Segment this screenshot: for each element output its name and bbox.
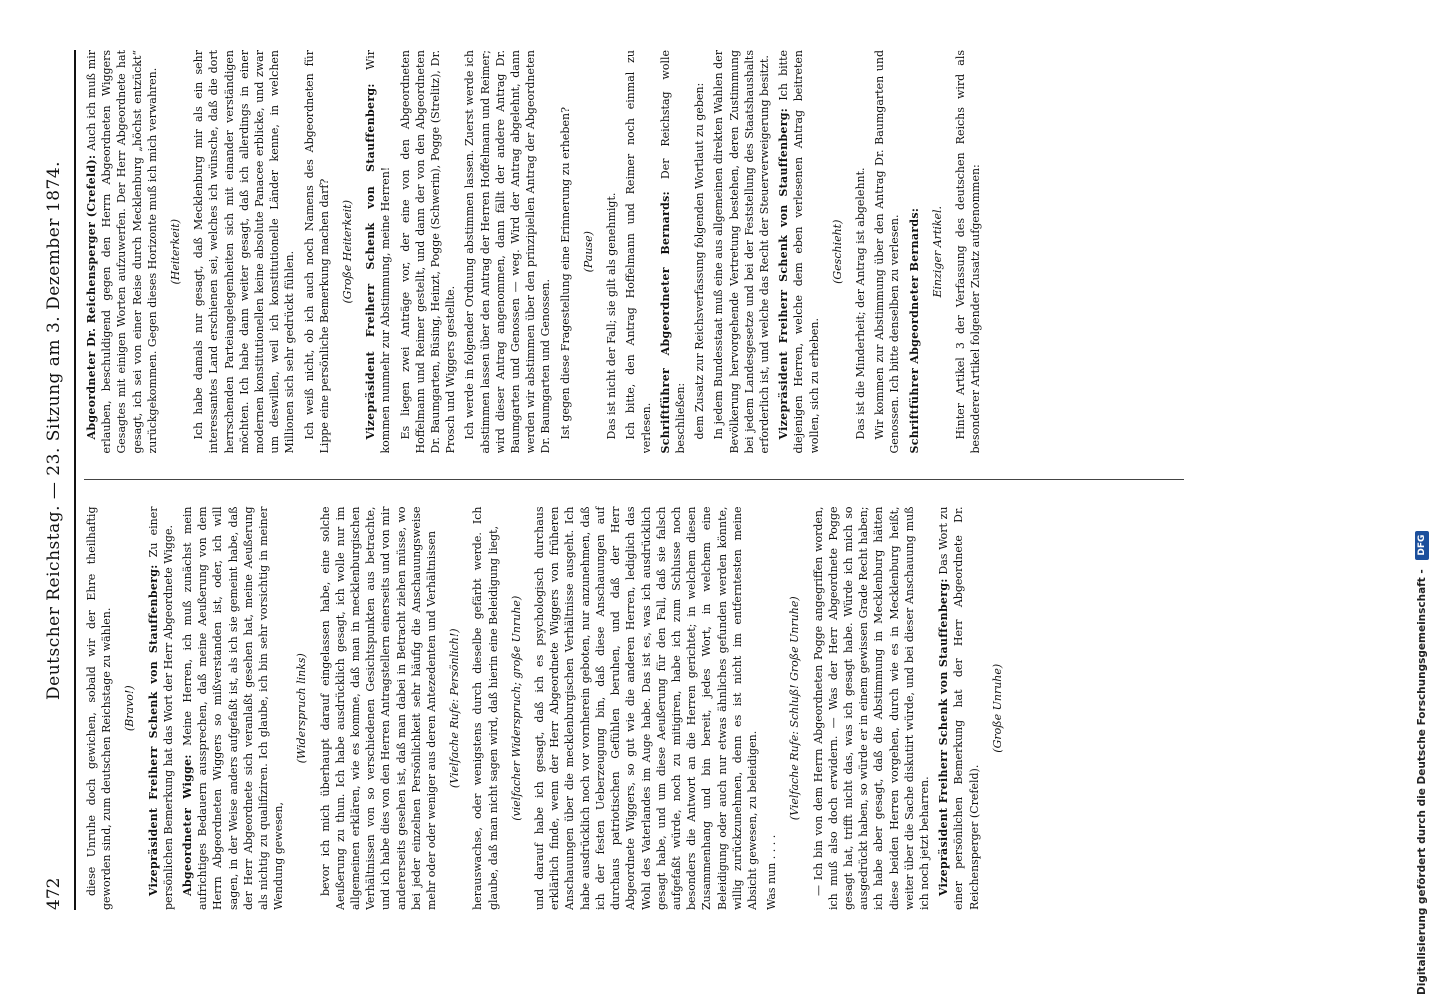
digitization-note — [1405, 0, 1431, 1000]
speaker-name: Schriftführer Abgeordneter Bernards: — [658, 190, 672, 454]
dfg-logo: DFG — [1415, 531, 1429, 560]
paragraph-text: Es liegen zwei Anträge vor, der eine von den Abgeordneten Hoffelmann und Reimer gestellt, und dann der von den Abgeordneten Dr. Baumgarten, Büsing, Heinzt, Pogge (Schwerin), Pogge (Strelitz), Dr. Prosch und Wiggers gestellte. — [398, 50, 458, 454]
speaker-name: Vizepräsident Freiherr Schenk von Stauffenberg: — [146, 564, 160, 896]
paragraph-text: Das Wort zu einer persönlichen Bemerkung hat der Herr Abgeordnete Dr. Reichensperger (Crefeld). — [937, 506, 981, 910]
paragraph — [462, 50, 553, 454]
stage-direction: (Vielfache Rufe: Persönlich!) — [448, 628, 462, 789]
paragraph — [692, 50, 707, 454]
paragraph — [658, 50, 688, 454]
stage-direction: (Heiterkeit) — [169, 219, 183, 285]
speaker-name: Vizepräsident Freiherr Schenk von Stauffenberg: — [777, 107, 791, 440]
paragraph-text: Meine Herren, ich muß zunächst mein aufrichtiges Bedauern aussprechen, daß meine Aeußerung von dem Herrn Abgeordneten Wiggers so mißverstanden ist, oder, ich will sagen, in der Weise anders aufgefaßt ist, als ich sie gemeint habe, daß der Herr Abgeordnete sich veranlaßt gesehen hat, meine Aeußerung als nichtig zu qualifiziren. Ich glaube, ich bin sehr vorsichtig in meiner Wendung gewesen, — [181, 506, 286, 910]
paragraph — [936, 507, 982, 911]
stage-direction: (Große Heiterkeit) — [341, 199, 355, 304]
paragraph-text: Ich habe damals nur gesagt, daß Mecklenburg mir als ein sehr interessantes Land erschienen sei, welches ich wünsche, daß die dort herrschenden Parteiangelegenheiten sich mit einander verständigen möchten. Ich habe dann weiter gesagt, daß ich allerdings in einer modernen konstitutionellen keine absolute Panacee erblicke, und zwar um deswillen, weil ich konstitutionelle Länder kenne, in welchen Millionen sich sehr gedrückt fühlen. — [192, 50, 297, 454]
running-head — [40, 50, 68, 910]
speaker-name: Vizepräsident Freiherr Schenk von Stauffenberg: — [364, 83, 378, 440]
paragraph — [532, 507, 760, 911]
speaker-name: Schriftführer Abgeordneter Bernards: — [907, 207, 921, 454]
paragraph-text: herauswachse, oder wenigstens durch dieselbe gefärbt werde. Ich glaube, daß man nicht sagen wird, daß hierin eine Beleidigung liegt, — [471, 506, 500, 910]
paragraph-text: Der Reichstag wolle beschließen: — [658, 50, 687, 454]
funding-statement: Digitalisierung gefördert durch die Deutsche Forschungsgemeinschaft - — [1416, 569, 1428, 995]
running-head-title: Deutscher Reichstag. — 23. Sitzung am 3. Dezember 1874. — [44, 160, 64, 700]
paragraph — [84, 50, 160, 454]
column-divider — [84, 480, 1184, 481]
paragraph-text: und darauf habe ich gesagt, daß ich es psychologisch durchaus erklärlich finde, wenn der Herr Abgeordnete Wiggers von früheren Anschauungen über die mecklenburgischen Verhältnisse ausgeht. Ich habe ausdrücklich noch vor vornherein geboten, nur anzunehmen, daß ich der festen Ueberzeugung bin, daß diese Anschauungen auf durchaus patriotischen Gefühlen beruhen, und daß der Herr Abgeordnete Wiggers, so gut wie die anderen Herren, lediglich das Wohl des Vaterlandes im Auge habe. Das ist es, was ich ausdrücklich gesagt habe, und um diese Aeußerung für den Fall, daß sie falsch aufgefaßt würde, noch zu mitigiren, habe ich zum Schlusse noch besonders die Antwort an die Herren gerichtet; in welchem diesen Zusammenhang und bin bereit, jedes Wort, in welchem eine Beleidigung oder auch nur etwas ähnliches gefunden werden könnte, willig zurückzunehmen, denn es ist nicht im entferntesten meine Absicht gewesen, zu beleidigen. — [533, 506, 759, 910]
paragraph — [623, 50, 653, 454]
paragraph — [470, 507, 500, 911]
paragraph — [872, 50, 902, 454]
stage-direction: (Widerspruch links) — [295, 653, 309, 764]
speaker-name: Abgeordneter Dr. Reichensperger (Crefeld): — [85, 154, 98, 440]
paragraph-text: Ich werde in folgender Ordnung abstimmen lassen. Zuerst werde ich abstimmen lassen über den Antrag der Herren Hoffelmann und Reimer; wird dieser Antrag angenommen, dann fällt der andere Antrag Dr. Baumgarten und Genossen — weg. Wird der Antrag abgelehnt, dann werden wir abstimmen über den prinzipiellen Antrag der Abgeordneten Dr. Baumgarten und Genossen. — [463, 50, 553, 454]
paragraph — [853, 50, 868, 454]
text-column-left — [84, 507, 1184, 911]
paragraph — [764, 507, 779, 911]
paragraph-text: Zu einer persönlichen Bemerkung hat das Wort der Herr Abgeordnete Wigge. — [146, 506, 175, 910]
paragraph — [558, 50, 573, 454]
header-rule — [74, 50, 76, 910]
paragraph-text: Ich bitte diejenigen Herren, welche dem eben verlesenen Antrag beitreten wollen, sich zu erheben. — [777, 50, 821, 454]
paragraph-text: Ich weiß nicht, ob ich auch noch Namens des Abgeordneten für Lippe eine persönliche Bemerkung machen darf? — [302, 50, 331, 454]
paragraph-text: Auch ich muß mir erlauben, beschuldigend gegen den Herrn Abgeordneten Wiggers Gesagtes mit einigen Worten aufzuwerfen. Der Herr Abgeordnete hat gesagt, ich sei von einer Reise durch Mecklenburg „höchst entzückt“ zurückgekommen. Gegen dieses Horizonte muß ich mich verwahren. — [85, 50, 159, 454]
speaker-name: Abgeordneter Wigge: — [181, 754, 195, 896]
paragraph-text: — Ich bin von dem Herrn Abgeordneten Pogge angegriffen worden, ich muß also doch erwidern. — Was der Herr Abgeordnete Pogge gesagt hat, trifft nicht das, was ich gesagt habe. Würde ich mich so ausgedrückt haben, so würde er in einem gewissen Grade Recht haben; ich habe aber gesagt, daß die Abstimmung in Mecklenburg hätten diese beiden Herren vorgehen, durch wie es in Mecklenburg heißt, weiter über die Sache diskutirt würde, und bei dieser Anschauung muß ich noch jetzt beharren. — [811, 506, 931, 910]
paragraph-text: Was nun . . . . — [765, 834, 779, 910]
paragraph-text: In jedem Bundesstaat muß eine aus allgemeinen direkten Wahlen der Bevölkerung hervorgehende Vertretung bestehen, deren Zustimmung bei jedem Landesgesetze und bei der Feststellung des Staatshaushalts erforderlich ist, und welche das Recht der Steuerverweigerung besitzt. — [712, 50, 771, 454]
digitization-note-text — [1409, 0, 1432, 995]
paragraph-text: Wir kommen zur Abstimmung über den Antrag Dr. Baumgarten und Genossen. Ich bitte denselben zu verlesen. — [873, 50, 902, 454]
paragraph-text: Das ist die Minderheit; der Antrag ist abgelehnt. — [853, 167, 867, 440]
stage-direction: (vielfacher Widerspruch; große Unruhe) — [509, 595, 523, 821]
paragraph-text: Das ist nicht der Fall; sie gilt als genehmigt. — [605, 192, 619, 440]
paragraph — [302, 50, 332, 454]
paragraph-text: diese Unruhe doch gewichen, sobald wir der Ehre theilhaftig geworden sind, zum deutschen Reichstage zu wählen. — [85, 506, 114, 910]
stage-direction: (Geschieht) — [830, 219, 844, 284]
page-number: 472 — [44, 877, 64, 910]
paragraph — [604, 50, 619, 454]
paragraph — [811, 507, 933, 911]
paragraph-text: Ist gegen diese Fragestellung eine Erinnerung zu erheben? — [558, 107, 572, 440]
paragraph — [776, 50, 822, 454]
paragraph — [953, 50, 983, 454]
paragraph-text: Wir kommen nunmehr zur Abstimmung, meine Herren! — [364, 50, 393, 454]
paragraph — [146, 507, 176, 911]
paragraph — [363, 50, 393, 454]
stage-direction: (Bravo!) — [123, 685, 137, 732]
speaker-name: Vizepräsident Freiherr Schenk von Stauffenberg: — [937, 578, 951, 896]
paragraph-text: Ich bitte, den Antrag Hoffelmann und Reimer noch einmal zu verlesen. — [624, 50, 653, 454]
stage-direction: (Pause) — [581, 231, 595, 273]
paragraph — [318, 507, 440, 911]
paragraph-text: dem Zusatz zur Reichsverfassung folgenden Wortlaut zu geben: — [693, 82, 707, 440]
paragraph — [907, 50, 922, 454]
page-body — [84, 50, 1184, 910]
paragraph — [711, 50, 772, 454]
paragraph-text: Hinter Artikel 3 der Verfassung des deutschen Reichs wird als besonderer Artikel folgender Zusatz aufgenommen: — [953, 50, 983, 454]
paragraph — [84, 507, 114, 911]
paragraph — [398, 50, 459, 454]
paragraph-text: bevor ich mich überhaupt darauf eingelassen habe, eine solche Aeußerung zu thun. Ich habe ausdrücklich gesagt, ich wolle nur im allgemeinen erklären, wie es komme, daß man in mecklenburgischen Verhältnissen von so verschiedenen Gesichtspunkten aus betrachte, und ich habe dies von den Herren Antragstellern einerseits und von mir andererseits gesehen ist, daß man dabei in Betracht ziehen müsse, wo bei jeder einzelnen Persönlichkeit sehr häufig die Anschauungsweise mehr oder oder weniger aus deren Antezedenten und Verhältnissen — [318, 506, 439, 910]
paragraph — [191, 50, 297, 454]
paragraph — [180, 507, 286, 911]
stage-direction: (Vielfache Rufe: Schluß! Große Unruhe) — [788, 596, 802, 821]
text-column-right — [84, 50, 1184, 454]
stage-direction: (Große Unruhe) — [990, 663, 1004, 753]
stage-direction: Einziger Artikel. — [930, 205, 944, 298]
